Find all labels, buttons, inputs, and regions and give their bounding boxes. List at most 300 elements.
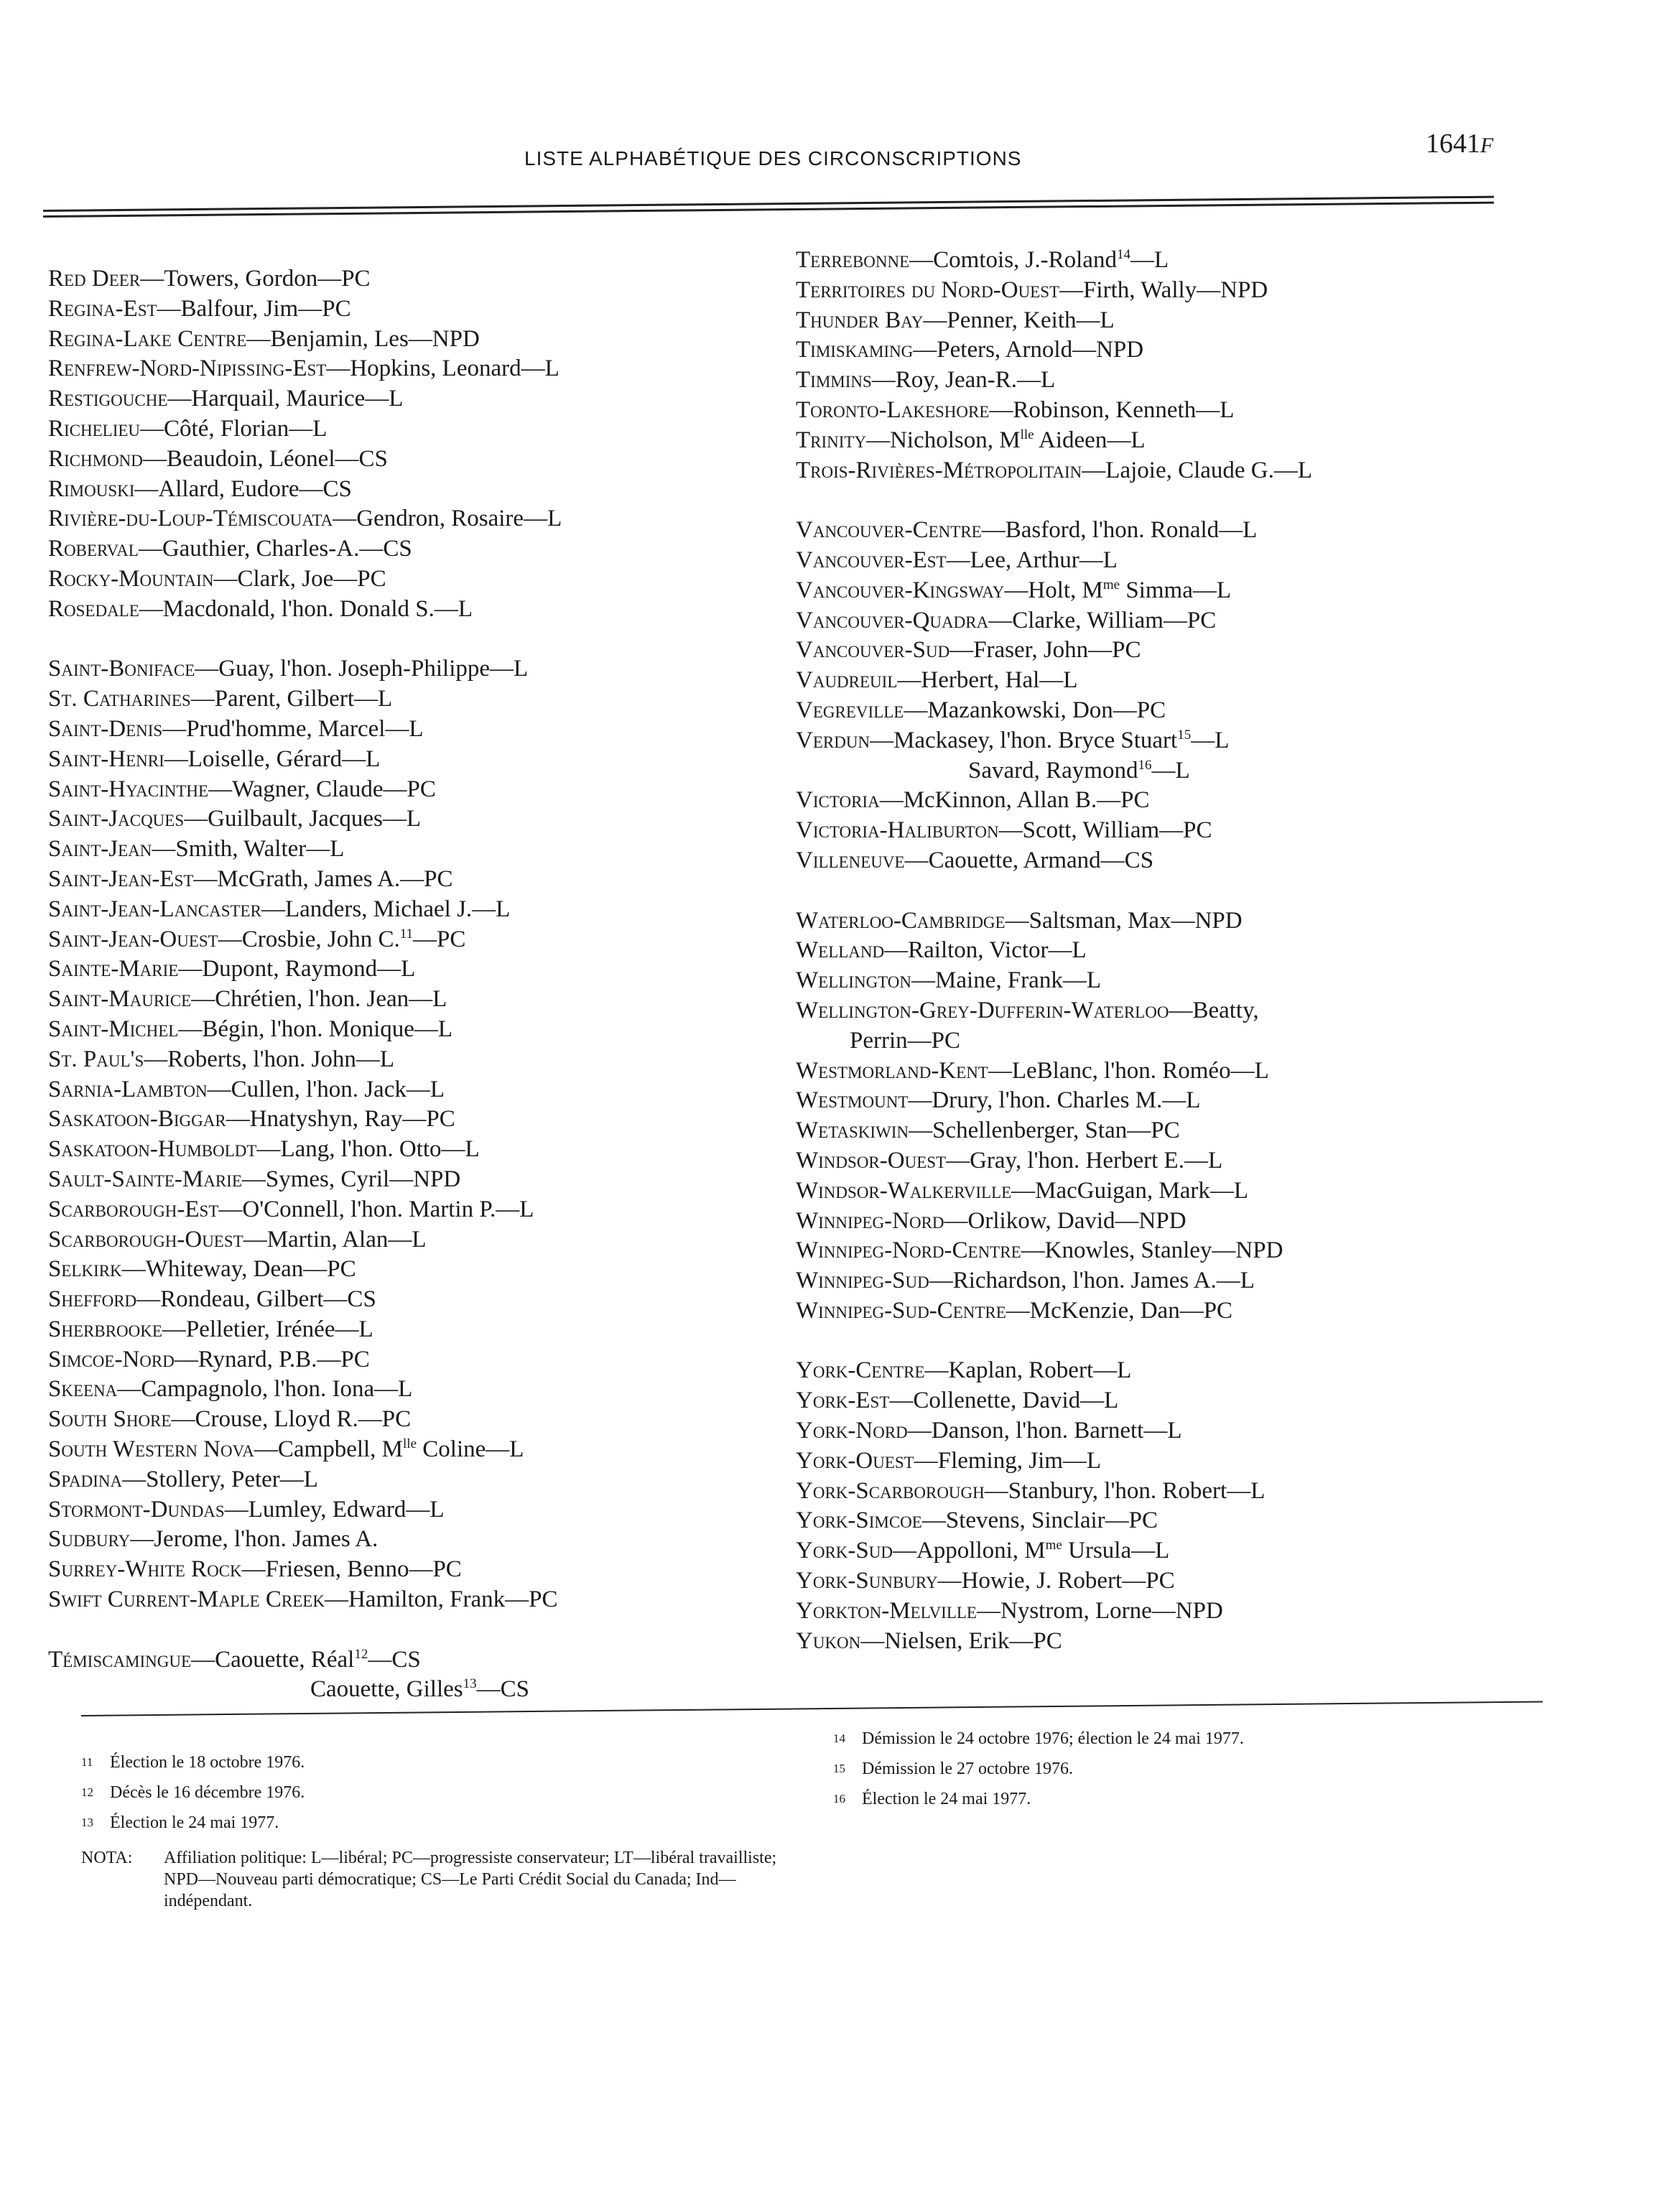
member-name: —Clarke, William—PC	[988, 607, 1217, 633]
riding-entry	[48, 595, 795, 625]
member-name: —Orlikow, David—NPD	[944, 1207, 1187, 1234]
riding-entry	[796, 996, 1536, 1026]
riding-entry	[796, 426, 1536, 456]
riding-entry	[796, 246, 1536, 276]
riding-entry	[796, 1026, 1536, 1056]
member-name: —Macdonald, l'hon. Donald S.—L	[139, 595, 473, 622]
riding-name: Sainte-Marie	[48, 956, 179, 982]
riding-name: Territoires du Nord-Ouest	[796, 276, 1060, 303]
riding-name: Verdun	[796, 727, 870, 753]
member-name: —Drury, l'hon. Charles M.—L	[908, 1087, 1201, 1114]
footnote-marker: 16	[1138, 757, 1152, 773]
riding-entry	[48, 925, 795, 955]
member-name: —Comtois, J.-Roland	[909, 247, 1117, 273]
riding-name: Rimouski	[48, 475, 135, 502]
member-name: —Loiselle, Gérard—L	[164, 745, 381, 772]
riding-name: Restigouche	[48, 386, 168, 412]
footnote-text: Décès le 16 décembre 1976.	[110, 1783, 305, 1802]
riding-entry	[796, 756, 1536, 786]
riding-entry	[796, 1416, 1536, 1446]
member-affiliation: —L	[1191, 727, 1230, 753]
member-name: —Benjamin, Les—NPD	[246, 325, 480, 352]
riding-name: Trinity	[796, 427, 867, 453]
member-name: —Fleming, Jim—L	[914, 1447, 1102, 1474]
footnote-number: 12	[81, 1785, 93, 1799]
riding-entry	[796, 1266, 1536, 1296]
riding-name: Richelieu	[48, 415, 141, 442]
member-affiliation: Aideen—L	[1034, 427, 1146, 453]
member-name: —Penner, Keith—L	[923, 307, 1115, 333]
riding-name: Terrebonne	[796, 247, 910, 273]
footnote	[833, 1784, 1551, 1814]
riding-entry	[48, 1195, 795, 1225]
riding-entry	[796, 1116, 1536, 1146]
member-name: —Campbell, M	[254, 1436, 404, 1463]
riding-name: Winnipeg-Sud	[796, 1268, 929, 1294]
member-name: —Caouette, Réal	[191, 1646, 355, 1673]
footnote-marker: 14	[1116, 247, 1130, 262]
member-name: —Richardson, l'hon. James A.—L	[929, 1268, 1255, 1294]
riding-name: Rocky-Mountain	[48, 565, 214, 592]
riding-entry	[796, 1056, 1536, 1087]
riding-entry	[48, 504, 795, 534]
riding-name: York-Simcoe	[796, 1507, 922, 1534]
riding-name: Richmond	[48, 445, 143, 472]
member-name: —Stanbury, l'hon. Robert—L	[984, 1477, 1266, 1504]
member-name: —Parent, Gilbert—L	[190, 686, 393, 712]
riding-entry	[48, 654, 795, 684]
riding-entry	[796, 1086, 1536, 1116]
riding-name: Westmorland-Kent	[796, 1057, 988, 1084]
member-name: —Rynard, P.B.—PC	[174, 1346, 370, 1372]
member-name: —Firth, Wally—NPD	[1059, 276, 1268, 303]
member-name: —Saltsman, Max—NPD	[1005, 907, 1243, 934]
riding-name: Welland	[796, 937, 885, 964]
riding-entry	[48, 985, 795, 1015]
riding-entry	[48, 1525, 795, 1555]
riding-name: Saint-Michel	[48, 1016, 179, 1042]
riding-name: Saint-Jean-Ouest	[48, 926, 218, 952]
riding-entry	[796, 546, 1536, 576]
riding-entry	[48, 1375, 795, 1405]
member-name: —Crouse, Lloyd R.—PC	[171, 1406, 412, 1433]
riding-entry	[796, 1446, 1536, 1477]
footnote	[81, 1747, 799, 1778]
riding-name: Red Deer	[48, 266, 141, 292]
riding-entry	[48, 264, 795, 294]
page-number-value: 1641	[1426, 129, 1480, 159]
riding-name: Vancouver-Est	[796, 547, 947, 573]
riding-name: Saint-Henri	[48, 745, 164, 772]
member-affiliation: —L	[1151, 757, 1190, 784]
riding-name: Saint-Denis	[48, 715, 163, 742]
riding-entry	[796, 276, 1536, 306]
riding-entry	[48, 1075, 795, 1105]
riding-name: Simcoe-Nord	[48, 1346, 175, 1372]
member-name: —Danson, l'hon. Barnett—L	[907, 1418, 1182, 1444]
riding-name: Sarnia-Lambton	[48, 1076, 208, 1102]
riding-name: Thunder Bay	[796, 307, 924, 333]
riding-entry	[796, 366, 1536, 396]
footnote	[81, 1778, 799, 1808]
member-name: —Harquail, Maurice—L	[167, 386, 404, 412]
footnote-text: Démission le 24 octobre 1976; élection le 24 mai 1977.	[862, 1729, 1244, 1748]
member-name: —Herbert, Hal—L	[897, 667, 1078, 694]
member-name: —Roy, Jean-R.—L	[871, 367, 1056, 394]
riding-entry	[48, 954, 795, 985]
member-name: —McGrath, James A.—PC	[193, 865, 453, 892]
riding-entry	[48, 1225, 795, 1255]
riding-name: Winnipeg-Nord	[796, 1207, 944, 1234]
riding-entry	[48, 1345, 795, 1375]
riding-entry	[48, 1105, 795, 1135]
footnote-marker: 11	[399, 926, 414, 942]
riding-entry	[796, 846, 1536, 876]
riding-name: Shefford	[48, 1286, 137, 1313]
riding-entry	[796, 1146, 1536, 1176]
riding-name: York-Est	[796, 1388, 890, 1414]
riding-name: Winnipeg-Nord-Centre	[796, 1237, 1021, 1264]
riding-name: Wellington	[796, 967, 912, 994]
footnotes-left	[81, 1747, 799, 1838]
riding-name: York-Scarborough	[796, 1477, 985, 1504]
member-name: —Mazankowski, Don—PC	[904, 697, 1166, 723]
riding-entry	[48, 895, 795, 925]
page-number	[1426, 128, 1493, 159]
riding-name: Timiskaming	[796, 337, 914, 363]
riding-entry	[48, 384, 795, 414]
member-name: —Guilbault, Jacques—L	[184, 806, 422, 832]
member-affiliation: Simma—L	[1120, 577, 1232, 603]
riding-entry	[796, 335, 1536, 366]
riding-entry	[48, 804, 795, 835]
member-name: —Towers, Gordon—PC	[140, 266, 371, 292]
member-name: —Rondeau, Gilbert—CS	[136, 1286, 376, 1313]
riding-entry	[48, 715, 795, 745]
footnote-marker: me	[1102, 577, 1120, 592]
riding-name: Spadina	[48, 1466, 123, 1492]
footnote	[833, 1754, 1551, 1784]
member-name: —Chrétien, l'hon. Jean—L	[191, 986, 447, 1013]
member-name: —MacGuigan, Mark—L	[1011, 1177, 1249, 1204]
footnote-marker: 12	[354, 1646, 368, 1662]
footnote-text: Élection le 18 octobre 1976.	[110, 1753, 305, 1772]
riding-entry	[48, 325, 795, 355]
member-name: —Caouette, Armand—CS	[904, 847, 1154, 873]
riding-name: Saskatoon-Humboldt	[48, 1136, 257, 1163]
riding-entry	[48, 775, 795, 805]
riding-name: Saint-Hyacinthe	[48, 776, 209, 802]
member-name: —Nicholson, M	[866, 427, 1021, 453]
footnote-text: Élection le 24 mai 1977.	[862, 1790, 1031, 1808]
member-name: —Balfour, Jim—PC	[157, 295, 351, 322]
riding-entry	[796, 306, 1536, 336]
member-name: —Jerome, l'hon. James A.	[130, 1526, 379, 1553]
riding-name: Vegreville	[796, 697, 904, 723]
riding-name: Saint-Jacques	[48, 806, 185, 832]
member-name: —LeBlanc, l'hon. Roméo—L	[988, 1057, 1269, 1084]
riding-name: Skeena	[48, 1376, 118, 1403]
riding-entry	[796, 456, 1536, 486]
footnote-number: 16	[833, 1792, 845, 1806]
riding-entry	[796, 576, 1536, 606]
riding-entry	[796, 666, 1536, 696]
riding-name: Westmount	[796, 1087, 909, 1114]
running-header: LISTE ALPHABÉTIQUE DES CIRCONSCRIPTIONS	[524, 147, 1022, 169]
member-affiliation: —CS	[368, 1646, 421, 1673]
riding-name: Yorkton-Melville	[796, 1597, 977, 1624]
riding-entry	[48, 564, 795, 595]
nota-text: Affiliation politique: L—libéral; PC—progressiste conservateur; LT—libéral travailliste; NPD—Nouveau parti démocratique; CS—Le Parti Crédit Social du Canada; Ind—indépendant.	[164, 1849, 777, 1910]
riding-name: Scarborough-Ouest	[48, 1226, 243, 1253]
riding-entry	[796, 1236, 1536, 1266]
riding-name: Vancouver-Centre	[796, 517, 982, 544]
footnote-marker: 15	[1177, 727, 1192, 743]
member-name: —O'Connell, l'hon. Martin P.—L	[218, 1196, 534, 1222]
member-name: —Crosbie, John C.	[218, 926, 400, 952]
riding-name: Renfrew-Nord-Nipissing-Est	[48, 356, 327, 382]
riding-entry	[48, 745, 795, 775]
riding-entry	[796, 1176, 1536, 1207]
member-name: —Friesen, Benno—PC	[241, 1556, 462, 1583]
member-name: —Nystrom, Lorne—NPD	[976, 1597, 1223, 1624]
riding-entry	[48, 1045, 795, 1075]
member-name: —Stevens, Sinclair—PC	[921, 1507, 1158, 1534]
member-name: —Whiteway, Dean—PC	[121, 1256, 356, 1283]
riding-entry	[796, 1536, 1536, 1566]
member-name: —Hopkins, Leonard—L	[326, 356, 559, 382]
riding-entry	[796, 1356, 1536, 1386]
riding-entry	[796, 696, 1536, 726]
riding-entry	[48, 1495, 795, 1525]
member-name: —Hnatyshyn, Ray—PC	[226, 1106, 455, 1133]
member-affiliation: Coline—L	[417, 1436, 524, 1463]
riding-entry	[796, 1627, 1536, 1657]
riding-name: Timmins	[796, 367, 872, 394]
member-name: —Railton, Victor—L	[884, 937, 1087, 964]
footnote	[833, 1724, 1551, 1754]
ridings-column-right	[796, 246, 1536, 1656]
riding-entry	[48, 294, 795, 325]
member-name: —McKenzie, Dan—PC	[1006, 1297, 1233, 1324]
riding-name: Vancouver-Kingsway	[796, 577, 1005, 603]
riding-name: Winnipeg-Sud-Centre	[796, 1297, 1006, 1324]
riding-name: Victoria	[796, 787, 880, 814]
riding-name: South Shore	[48, 1406, 172, 1433]
riding-name: Roberval	[48, 536, 139, 562]
member-affiliation: —L	[1130, 247, 1169, 273]
member-name: —Lajoie, Claude G.—L	[1082, 457, 1313, 483]
footnote-marker: 13	[463, 1676, 477, 1692]
member-name: —Campagnolo, l'hon. Iona—L	[117, 1376, 413, 1403]
riding-entry	[796, 636, 1536, 666]
riding-name: Stormont-Dundas	[48, 1496, 225, 1523]
riding-entry	[796, 1477, 1536, 1507]
riding-entry	[48, 1015, 795, 1045]
riding-name: Rivière-du-Loup-Témiscouata	[48, 506, 333, 532]
riding-name: Wetaskiwin	[796, 1117, 909, 1144]
member-name: —Dupont, Raymond—L	[178, 956, 416, 982]
riding-name: Windsor-Ouest	[796, 1147, 947, 1174]
riding-entry	[48, 475, 795, 505]
riding-name: St. Catharines	[48, 686, 191, 712]
footnote-number: 15	[833, 1762, 845, 1775]
riding-entry	[48, 865, 795, 895]
riding-entry	[48, 1555, 795, 1585]
riding-entry	[48, 414, 795, 445]
member-affiliation: —PC	[413, 926, 466, 952]
riding-entry	[796, 1207, 1536, 1237]
riding-entry	[48, 1645, 795, 1676]
riding-name: York-Ouest	[796, 1447, 914, 1474]
riding-entry	[796, 786, 1536, 816]
riding-entry	[796, 936, 1536, 966]
riding-name: York-Sunbury	[796, 1568, 938, 1594]
member-name: —Nielsen, Erik—PC	[860, 1627, 1062, 1654]
riding-entry	[48, 354, 795, 384]
member-name: —Fraser, John—PC	[949, 637, 1141, 664]
riding-entry	[796, 516, 1536, 546]
riding-entry	[48, 1585, 795, 1615]
page-number-suffix: F	[1480, 134, 1494, 157]
riding-name: Toronto-Lakeshore	[796, 396, 990, 423]
member-name: —Stollery, Peter—L	[122, 1466, 318, 1492]
riding-entry	[48, 1165, 795, 1195]
member-name: —Peters, Arnold—NPD	[913, 337, 1144, 363]
footnote-number: 14	[833, 1732, 845, 1745]
member-name: —Gauthier, Charles-A.—CS	[138, 536, 412, 562]
riding-name: South Western Nova	[48, 1436, 254, 1463]
riding-name: Saint-Maurice	[48, 986, 192, 1013]
riding-name: Wellington-Grey-Dufferin-Waterloo	[796, 997, 1169, 1023]
riding-entry	[48, 684, 795, 715]
riding-entry	[48, 534, 795, 564]
member-name: —Lumley, Edward—L	[224, 1496, 445, 1523]
member-name: —Wagner, Claude—PC	[208, 776, 436, 802]
footnote-marker: me	[1045, 1538, 1062, 1553]
member-name: —Howie, J. Robert—PC	[937, 1568, 1175, 1594]
footnote-text: Élection le 24 mai 1977.	[110, 1813, 279, 1832]
riding-entry	[48, 835, 795, 865]
riding-name: Saint-Jean-Lancaster	[48, 896, 261, 922]
riding-entry	[48, 1435, 795, 1465]
member-name: —Smith, Walter—L	[152, 836, 345, 863]
member-name: Perrin—PC	[850, 1027, 961, 1054]
nota-block	[81, 1847, 814, 1912]
riding-entry	[796, 816, 1536, 846]
footnote-text: Démission le 27 octobre 1976.	[862, 1760, 1073, 1778]
riding-name: Vancouver-Sud	[796, 637, 950, 664]
member-name: —Hamilton, Frank—PC	[324, 1586, 558, 1613]
member-name: —Basford, l'hon. Ronald—L	[981, 517, 1258, 544]
footnotes-right	[833, 1724, 1551, 1814]
riding-name: Sherbrooke	[48, 1316, 162, 1342]
riding-name: Scarborough-Est	[48, 1196, 219, 1222]
riding-name: York-Centre	[796, 1357, 925, 1384]
riding-name: Témiscamingue	[48, 1646, 192, 1673]
member-name: —Gendron, Rosaire—L	[333, 506, 562, 532]
riding-entry	[796, 396, 1536, 426]
member-name: —Prud'homme, Marcel—L	[162, 715, 424, 742]
nota-label: NOTA:	[81, 1849, 133, 1867]
member-name: —Holt, M	[1004, 577, 1103, 603]
member-name: —Schellenberger, Stan—PC	[909, 1117, 1180, 1144]
member-name: —Lang, l'hon. Otto—L	[256, 1136, 480, 1163]
riding-name: Regina-Est	[48, 295, 157, 322]
member-name: —Collenette, David—L	[889, 1388, 1119, 1414]
member-name: —Clark, Joe—PC	[213, 565, 386, 592]
member-affiliation: Ursula—L	[1062, 1538, 1170, 1564]
riding-name: Rosedale	[48, 595, 139, 622]
member-name: —Allard, Eudore—CS	[134, 475, 352, 502]
riding-name: Yukon	[796, 1627, 861, 1654]
riding-entry	[796, 1597, 1536, 1627]
member-name: —Cullen, l'hon. Jack—L	[207, 1076, 445, 1102]
riding-entry	[48, 1675, 795, 1705]
riding-name: Windsor-Walkerville	[796, 1177, 1012, 1204]
riding-name: Saint-Boniface	[48, 656, 195, 682]
riding-entry	[796, 966, 1536, 996]
riding-entry	[796, 1566, 1536, 1597]
riding-entry	[48, 445, 795, 475]
riding-name: Selkirk	[48, 1256, 122, 1283]
member-name: —McKinnon, Allan B.—PC	[879, 787, 1150, 814]
riding-name: Vaudreuil	[796, 667, 898, 694]
riding-name: Sault-Sainte-Marie	[48, 1166, 242, 1192]
riding-name: Swift Current-Maple Creek	[48, 1586, 325, 1613]
member-name: —Robinson, Kenneth—L	[989, 396, 1235, 423]
member-name: —Symes, Cyril—NPD	[241, 1166, 461, 1192]
footnote-number: 13	[81, 1816, 93, 1829]
member-name: —Mackasey, l'hon. Bryce Stuart	[870, 727, 1178, 753]
member-name: —Gray, l'hon. Herbert E.—L	[946, 1147, 1223, 1174]
footnote-number: 11	[81, 1755, 93, 1769]
member-name: —Landers, Michael J.—L	[261, 896, 511, 922]
member-name: —Côté, Florian—L	[140, 415, 328, 442]
riding-name: Saint-Jean	[48, 836, 152, 863]
member-name: —Kaplan, Robert—L	[924, 1357, 1132, 1384]
riding-name: Trois-Rivières-Métropolitain	[796, 457, 1082, 483]
riding-name: St. Paul's	[48, 1046, 144, 1072]
riding-entry	[796, 1386, 1536, 1416]
riding-name: Vancouver-Quadra	[796, 607, 989, 633]
riding-entry	[48, 1315, 795, 1345]
riding-entry	[48, 1465, 795, 1495]
footnote-marker: lle	[403, 1436, 417, 1452]
member-name: Caouette, Gilles	[310, 1676, 463, 1703]
riding-entry	[796, 1296, 1536, 1326]
riding-entry	[48, 1135, 795, 1165]
riding-name: Saskatoon-Biggar	[48, 1106, 226, 1133]
member-name: —Beatty,	[1169, 997, 1259, 1023]
member-name: —Beaudoin, Léonel—CS	[142, 445, 388, 472]
member-affiliation: —CS	[476, 1676, 529, 1703]
riding-entry	[48, 1405, 795, 1435]
riding-name: Surrey-White Rock	[48, 1556, 242, 1583]
ridings-column-left	[48, 264, 795, 1705]
riding-name: Villeneuve	[796, 847, 905, 873]
footnote	[81, 1808, 799, 1838]
riding-entry	[796, 1506, 1536, 1536]
member-name: —Maine, Frank—L	[911, 967, 1101, 994]
footnote-marker: lle	[1020, 427, 1034, 442]
member-name: —Lee, Arthur—L	[946, 547, 1118, 573]
riding-name: York-Nord	[796, 1418, 908, 1444]
riding-name: Waterloo-Cambridge	[796, 907, 1006, 934]
member-name: —Pelletier, Irénée—L	[162, 1316, 373, 1342]
member-name: —Guay, l'hon. Joseph-Philippe—L	[195, 656, 529, 682]
member-name: —Bégin, l'hon. Monique—L	[178, 1016, 453, 1042]
